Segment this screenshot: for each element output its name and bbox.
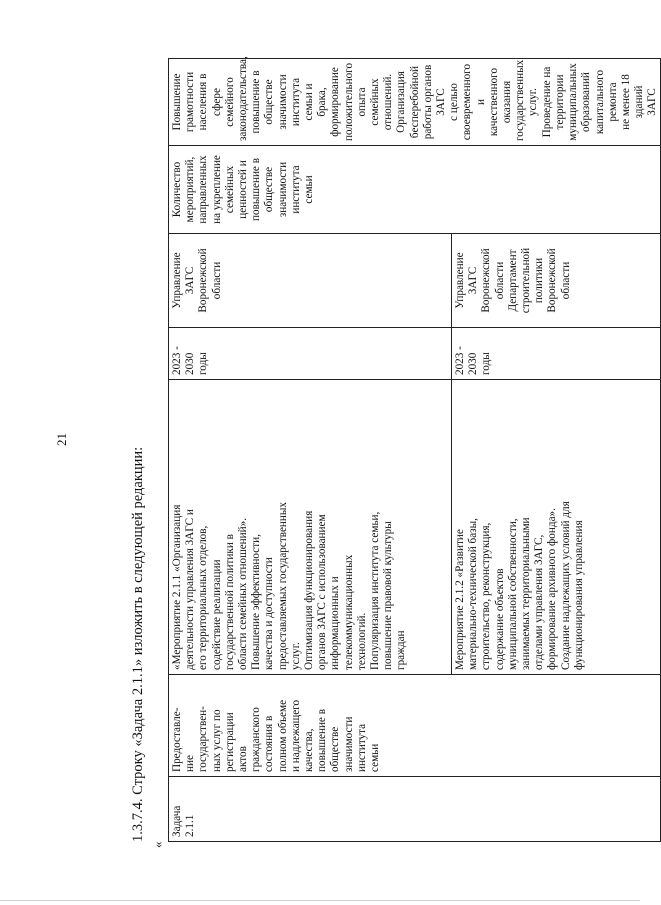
measure-period: 2023 - 2030 годы — [454, 346, 493, 375]
executor-cell — [169, 234, 452, 328]
task-id-cell — [169, 777, 661, 842]
task-indicator: Количество мероприятий, направленных на укрепление семейных ценностей и повышение в обществе значимости института семьи — [171, 155, 316, 224]
task-table-grid — [168, 58, 661, 842]
measure-executor: Управление ЗАГС Воронежской области Департамент строительной политики Воронежской области — [454, 247, 572, 314]
measure-text: «Мероприятие 2.1.1 «Организация деятельности управления ЗАГС и его территориальных отделов, содействие реализации государственной политики в области семейных отношений». Повышение эффективности, качества и доступности предоставляемых государственных услуг. Оптимизация функционирования органов ЗАГС с использованием информационных и телекоммуникационных технологий. Популяризация института семьи, повышение правовой культуры граждан — [171, 502, 408, 670]
indicator-cell — [169, 146, 661, 234]
measure-cell — [169, 380, 452, 675]
measure-period: 2023 - 2030 годы — [171, 346, 210, 375]
period-cell — [452, 328, 661, 380]
executor-cell — [452, 234, 661, 328]
opening-quote-mark: « — [150, 841, 165, 848]
amendment-heading: 1.3.7.4. Строку «Задача 2.1.1» изложить в следующей редакции: — [130, 446, 146, 842]
table-row — [169, 59, 452, 842]
task-description: Предоставле- ние государствен- ных услуг по регистрации актов гражданского состояния в полном объеме и надлежащего качества, повышение в обществе значимости института семьи — [171, 699, 382, 772]
page-number: 21 — [54, 433, 69, 446]
measure-text: Мероприятие 2.1.2 «Развитие материально-технической базы, строительство, реконструкция, содержание объектов муниципальной собственности, занимаемых территориальными отделами управления ЗАГС, формирование архивного фонда». Создание надлежащих условий для функционирования управления — [454, 501, 585, 670]
page-bottom-rule — [0, 900, 640, 901]
measure-executor: Управление ЗАГС Воронежской области — [171, 248, 223, 313]
result-cell — [169, 56, 661, 146]
task-id: Задача 2.1.1 — [171, 805, 197, 837]
task-description-cell — [169, 675, 661, 777]
task-result: Повышение грамотности населения в сфере семейного законодательства, повышение в обществе значимости института семьи и брака, формирование положительного опыта семейных отношений. Организация бесперебойной работы органов ЗАГС с целью своевременного и качественного оказания государственных услуг. Проведение на территории муниципальных образований капитального ремонта не менее 18 зданий ЗАГС — [171, 56, 659, 141]
measure-cell — [452, 380, 661, 675]
period-cell — [169, 328, 452, 380]
task-table — [168, 56, 659, 842]
